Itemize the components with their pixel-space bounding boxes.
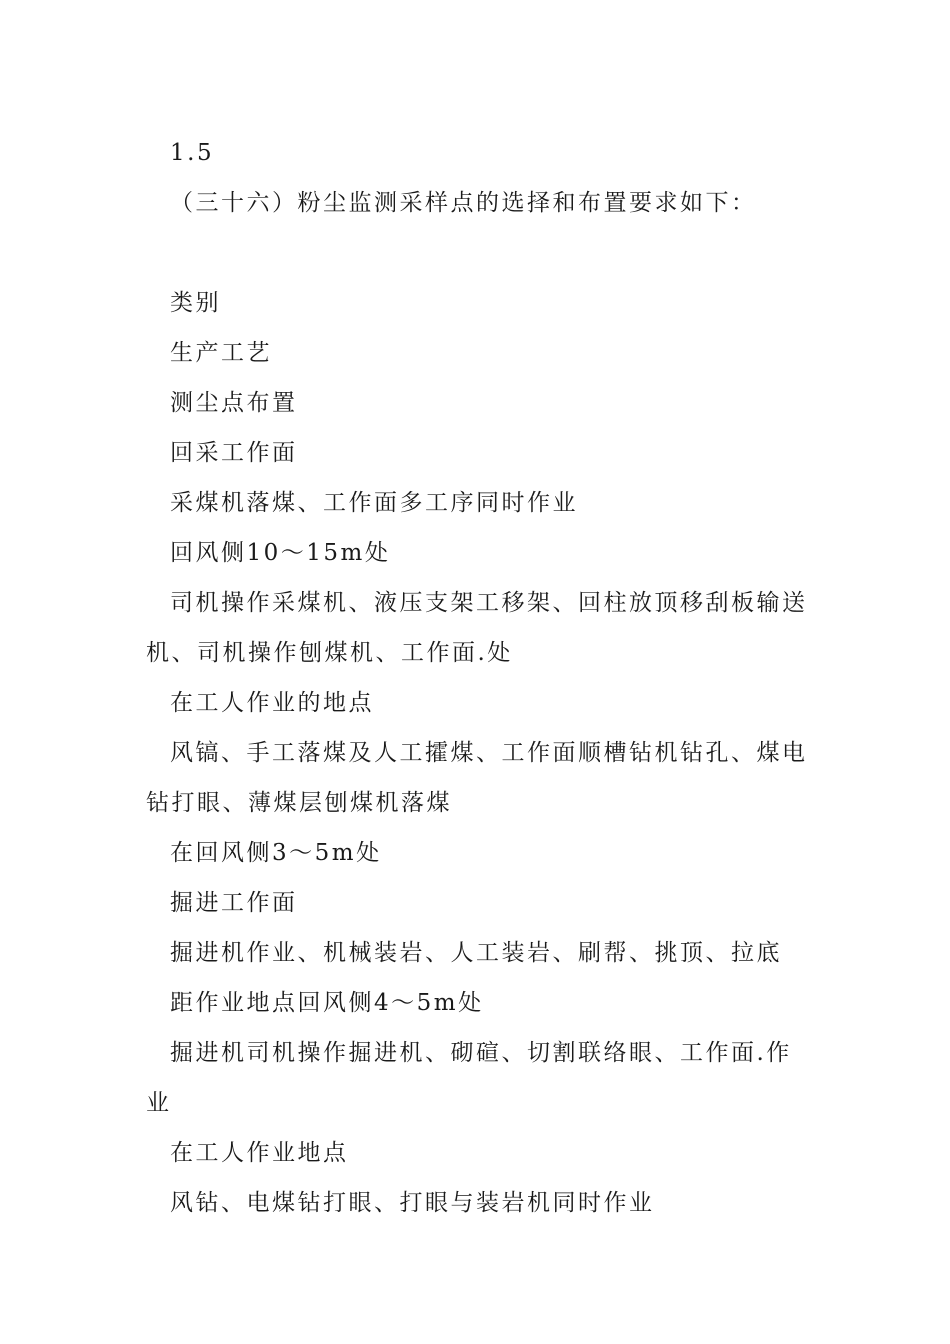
paragraph-point-layout: 测尘点布置 (170, 390, 298, 416)
paragraph-process: 生产工艺 (170, 340, 272, 366)
paragraph-return-side-10-15m: 回风侧10～15m处 (170, 540, 391, 566)
paragraph-category: 类别 (170, 290, 221, 316)
paragraph-return-side-4-5m: 距作业地点回风侧4～5m处 (170, 990, 484, 1016)
paragraph-return-side-3-5m: 在回风侧3～5m处 (170, 840, 382, 866)
paragraph-shearer-operations: 采煤机落煤、工作面多工序同时作业 (170, 490, 578, 516)
paragraph-mining-face: 回采工作面 (170, 440, 298, 466)
paragraph-driver-operations: 掘进机司机操作掘进机、砌碹、切割联络眼、工作面.作业 (146, 1040, 792, 1116)
paragraph-excavation-operations: 掘进机作业、机械装岩、人工装岩、刷帮、挑顶、拉底 (170, 940, 782, 966)
paragraph-worker-location: 在工人作业的地点 (170, 690, 374, 716)
blank-line (146, 228, 810, 278)
paragraph-drilling-operations: 风钻、电煤钻打眼、打眼与装岩机同时作业 (170, 1190, 655, 1216)
paragraph-worker-site: 在工人作业地点 (170, 1140, 349, 1166)
paragraph-manual-operations: 风镐、手工落煤及人工攉煤、工作面顺槽钻机钻孔、煤电钻打眼、薄煤层刨煤机落煤 (146, 740, 808, 816)
section-number: 1.5 (170, 140, 215, 166)
paragraph-heading-face: 掘进工作面 (170, 890, 298, 916)
document-body (146, 128, 810, 1228)
paragraph-operator-tasks: 司机操作采煤机、液压支架工移架、回柱放顶移刮板输送机、司机操作刨煤机、工作面.处 (146, 590, 808, 666)
section-heading: （三十六）粉尘监测采样点的选择和布置要求如下： (170, 190, 757, 216)
